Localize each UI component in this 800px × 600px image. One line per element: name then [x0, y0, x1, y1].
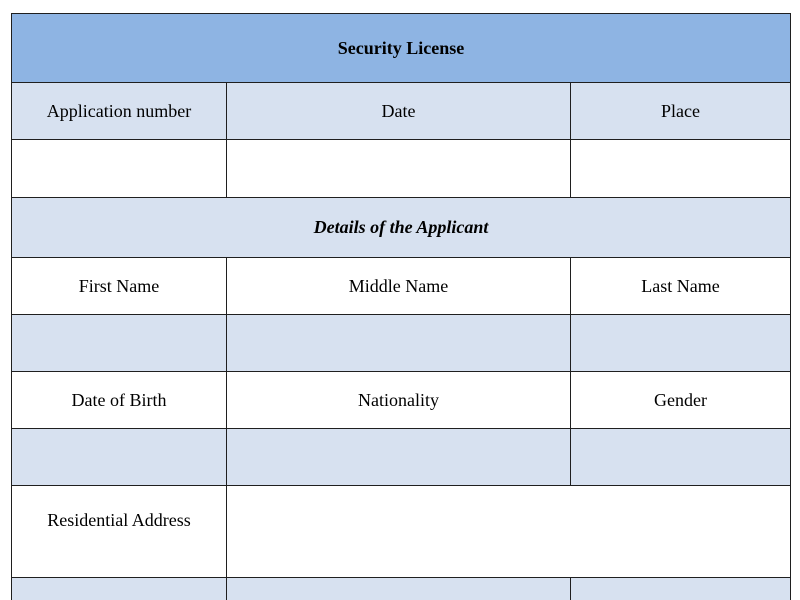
gender-label: Gender	[571, 372, 791, 429]
section-title: Details of the Applicant	[12, 198, 791, 258]
residential-address-label: Residential Address	[12, 486, 227, 578]
residential-address-field[interactable]	[227, 486, 791, 578]
nationality-field[interactable]	[227, 429, 571, 486]
header-label-row	[12, 83, 791, 140]
first-name-label: First Name	[12, 258, 227, 315]
date-field[interactable]	[227, 140, 571, 198]
personal-label-row	[12, 372, 791, 429]
name-label-row	[12, 258, 791, 315]
middle-name-label: Middle Name	[227, 258, 571, 315]
gender-field[interactable]	[571, 429, 791, 486]
application-number-field[interactable]	[12, 140, 227, 198]
nationality-label: Nationality	[227, 372, 571, 429]
middle-name-field[interactable]	[227, 315, 571, 372]
bottom-cell-3[interactable]	[571, 578, 791, 600]
application-number-label: Application number	[12, 83, 227, 140]
address-row	[12, 486, 791, 578]
form-title: Security License	[12, 14, 791, 83]
last-name-label: Last Name	[571, 258, 791, 315]
title-row	[12, 14, 791, 83]
name-input-row	[12, 315, 791, 372]
bottom-cell-2[interactable]	[227, 578, 571, 600]
header-input-row	[12, 140, 791, 198]
date-of-birth-label: Date of Birth	[12, 372, 227, 429]
place-label: Place	[571, 83, 791, 140]
place-field[interactable]	[571, 140, 791, 198]
section-row	[12, 198, 791, 258]
date-label: Date	[227, 83, 571, 140]
last-name-field[interactable]	[571, 315, 791, 372]
bottom-row	[12, 578, 791, 600]
personal-input-row	[12, 429, 791, 486]
date-of-birth-field[interactable]	[12, 429, 227, 486]
bottom-cell-1[interactable]	[12, 578, 227, 600]
first-name-field[interactable]	[12, 315, 227, 372]
security-license-table	[11, 13, 791, 600]
